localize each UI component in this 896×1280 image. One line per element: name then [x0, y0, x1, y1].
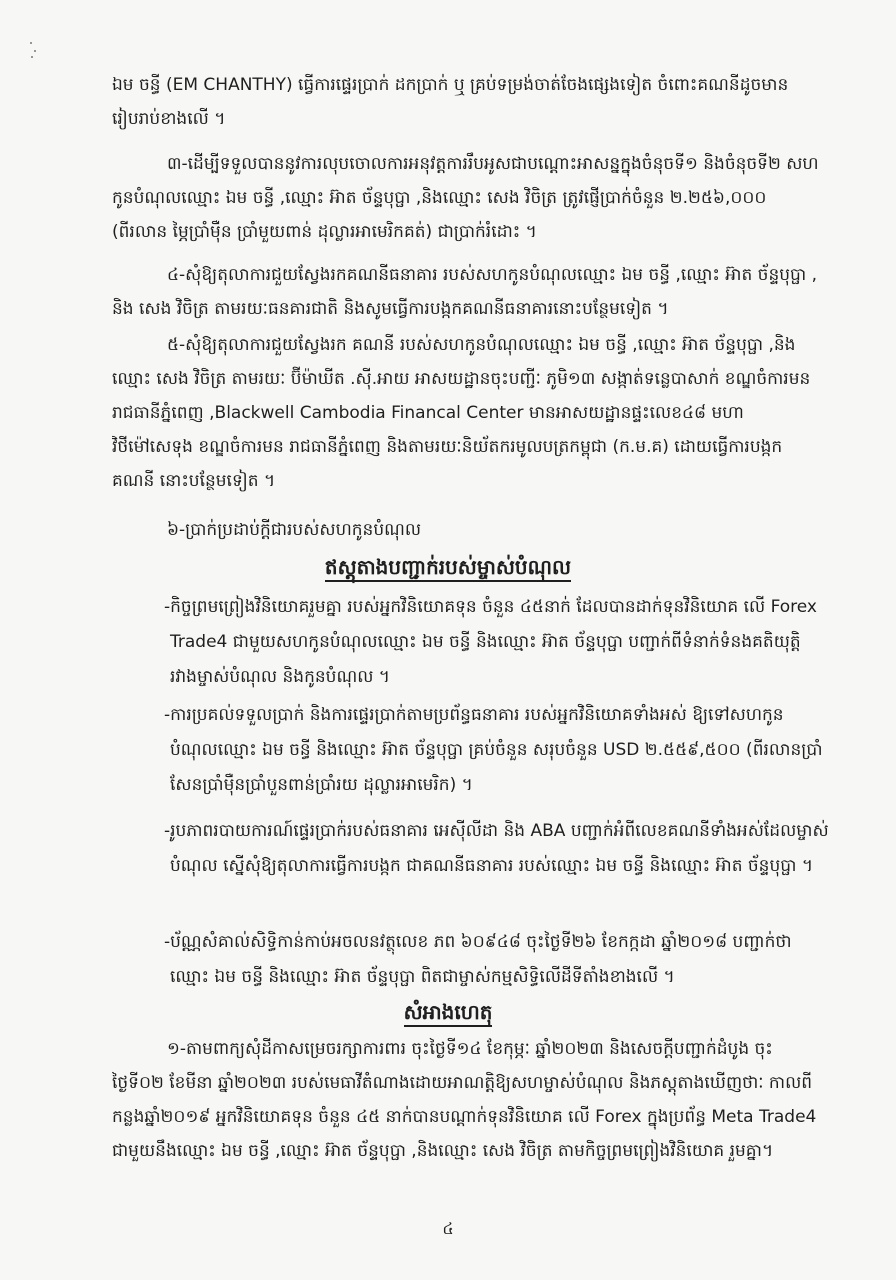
paragraph-item-3: ៣-ដើម្បីទទួលបាននូវការលុបចោលការអនុវត្តការរឹបអូសជាបណ្តោះអាសន្នក្នុងចំនុចទី១ និងចំនុចទី២ សហកូនបំណុលឈ្មោះ ឯម ចន្ធី ,ឈ្មោះ អ៊ាត ច័ន្ទបុប្ផា ,និងឈ្មោះ សេង វិចិត្រ ត្រូវផ្ញើប្រាក់ចំនួន ២.២៥៦,០០០ (ពីរលាន ម្ភៃប្រាំម៉ឺន ប្រាំមួយពាន់ ដុល្លារអាមេរិកគត់) ជាប្រាក់រំដោះ ។	[112, 154, 819, 242]
page-number: ៤	[442, 1219, 454, 1238]
evidence-item-2: -ការប្រគល់ទទួលប្រាក់ និងការផ្ទេរប្រាក់តាមប្រព័ន្ធធនាគារ របស់អ្នកវិនិយោគទាំងអស់ ឱ្យទៅសហកូនបំណុលឈ្មោះ ឯម ចន្ធី និងឈ្មោះ អ៊ាត ច័ន្ទបុប្ផា គ្រប់ចំនួន សរុបចំនួន USD ២.៥៥៩,៥០០ (ពីរលានប្រាំសែនប្រាំម៉ឺនប្រាំបួនពាន់ប្រាំរយ ដុល្លារអាមេរិក) ។	[164, 705, 823, 795]
evidence-item-3: -រូបភាពរបាយការណ៍ផ្ទេរប្រាក់របស់ធនាគារ អេស៊ីលីដា និង ABA បញ្ជាក់អំពីលេខគណនីទាំងអស់ដែលម្ចាស់បំណុល ស្នើសុំឱ្យតុលាការធ្វើការបង្កក ជាគណនីធនាគារ របស់ឈ្មោះ ឯម ចន្ធី និងឈ្មោះ អ៊ាត ច័ន្ទបុប្ផា ។	[164, 821, 829, 876]
evidence-item-4: -ប័ណ្ណសំគាល់សិទ្ធិកាន់កាប់អចលនវត្ថុលេខ ភព ៦០៩៤៨ ចុះថ្ងៃទី២៦ ខែកក្កដា ឆ្នាំ២០១៨ បញ្ជាក់ថាឈ្មោះ ឯម ចន្ធី និងឈ្មោះ អ៊ាត ច័ន្ទបុប្ផា ពិតជាម្ចាស់កម្មសិទ្ធិលើដីទីតាំងខាងលើ ។	[164, 932, 792, 987]
paragraph-item-6: ៦-ប្រាក់ប្រដាប់ក្តីជារបស់សហកូនបំណុល	[167, 520, 422, 540]
evidence-item-1: -កិច្ចព្រមព្រៀងវិនិយោគរួមគ្នា របស់អ្នកវិនិយោគទុន ចំនួន ៤៥នាក់ ដែលបានដាក់ទុនវិនិយោគ លើ Forex Trade4 ជាមួយសហកូនបំណុលឈ្មោះ ឯម ចន្ធី និងឈ្មោះ អ៊ាត ច័ន្ទបុប្ផា បញ្ជាក់ពីទំនាក់ទំនងគតិយុត្តិ រវាងម្ចាស់បំណុល និងកូនបំណុល ។	[164, 597, 817, 687]
reasons-paragraph-1: ១-តាមពាក្យសុំដីកាសម្រេចរក្សាការពារ ចុះថ្ងៃទី១៤ ខែកុម្ភៈ ឆ្នាំ២០២៣ និងសេចក្តីបញ្ជាក់ដំបូង ចុះថ្ងៃទី០២ ខែមីនា ឆ្នាំ២០២៣ របស់មេធាវីតំណាងដោយអាណត្តិឱ្យសហម្ចាស់បំណុល និងភស្តុតាងឃើញថាៈ កាលពីកន្លងឆ្នាំ២០១៩ អ្នកវិនិយោគទុន ចំនួន ៤៥ នាក់បានបណ្តាក់ទុនវិនិយោគ លើ Forex ក្នុងប្រព័ន្ធ Meta Trade4 ជាមួយនឹងឈ្មោះ ឯម ចន្ធី ,ឈ្មោះ អ៊ាត ច័ន្ទបុប្ផា ,និងឈ្មោះ សេង វិចិត្រ តាមកិច្ចព្រមព្រៀងវិនិយោគ រួមគ្នា។	[112, 1039, 817, 1161]
paragraph-line: ឯម ចន្ធី (EM CHANTHY) ធ្វើការផ្ទេរប្រាក់ ដកប្រាក់ ឬ គ្រប់ទម្រង់ចាត់ចែងផ្សេងទៀត ចំពោះគណនីដូចមាន	[112, 75, 789, 95]
paragraph-item-4: ៤-សុំឱ្យតុលាការជួយស្វែងរកគណនីធនាគារ របស់សហកូនបំណុលឈ្មោះ ឯម ចន្ធី ,ឈ្មោះ អ៊ាត ច័ន្ទបុប្ផា , និង សេង វិចិត្រ តាមរយៈធនគារជាតិ និងសូមធ្វើការបង្កកគណនីធនាគារនោះបន្ថែមទៀត ។	[112, 265, 818, 319]
paragraph-line: រៀបរាប់ខាងលើ ។	[112, 109, 226, 129]
paragraph-item-5: ៥-សុំឱ្យតុលាការជួយស្វែងរក គណនី របស់សហកូនបំណុលឈ្មោះ ឯម ចន្ធី ,ឈ្មោះ អ៊ាត ច័ន្ទបុប្ផា ,និង ឈ្មោះ សេង វិចិត្រ តាមរយៈ ប៊ីម៉ាឃីត .ស៊ី.អាយ អាសយដ្ឋានចុះបញ្ជីៈ ភូមិ១៣ សង្កាត់ទន្លេបាសាក់ ខណ្ឌចំការមន រាជធានីភ្នំពេញ ,Blackwell Cambodia Financal Center មានអាសយដ្ឋានផ្ទះលេខ៤៨ មហាវិថីម៉ៅសេទុង ខណ្ឌចំការមន រាជធានីភ្នំពេញ និងតាមរយៈនិយ័តករមូលបត្រកម្ពុជា (ក.ម.គ) ដោយធ្វើការបង្កកគណនី នោះបន្ថែមទៀត ។	[112, 335, 811, 491]
scan-artifact	[28, 40, 38, 60]
section-heading-reasons	[0, 995, 896, 1029]
section-heading-evidence	[0, 550, 896, 584]
section-heading-evidence-text: ឥស្តុតាងបញ្ជាក់របស់ម្ចាស់បំណុល	[325, 555, 571, 582]
section-heading-reasons-text: សំអាងហេតុ	[404, 1000, 493, 1027]
